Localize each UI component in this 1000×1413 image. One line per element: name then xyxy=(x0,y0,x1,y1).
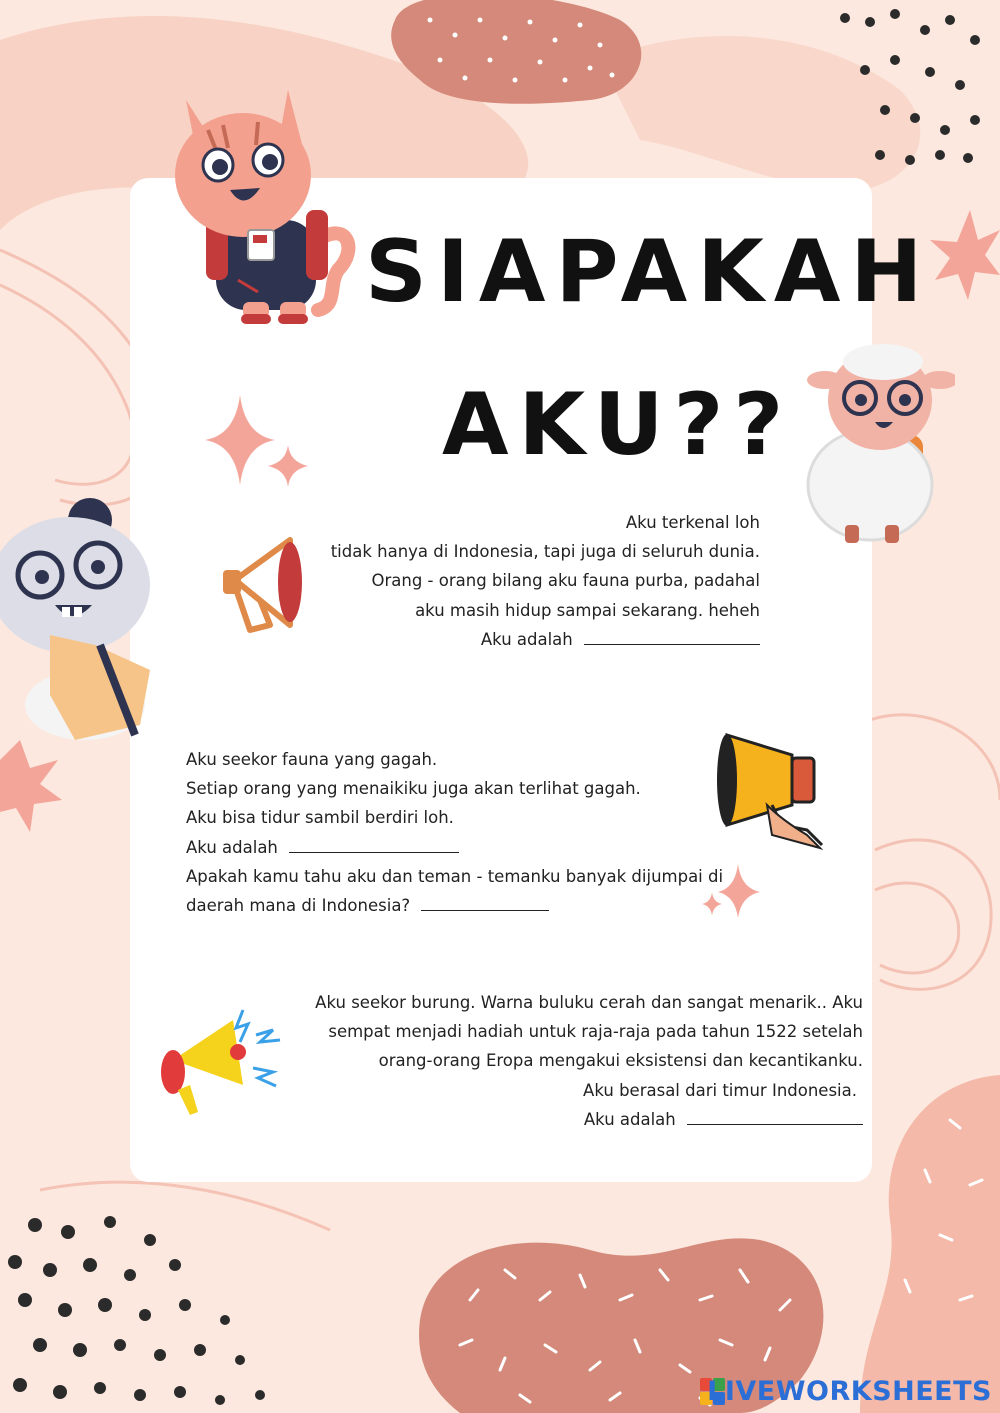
riddle-3-line: sempat menjadi hadiah untuk raja-raja pada tahun 1522 setelah xyxy=(328,1022,863,1042)
megaphone-icon xyxy=(712,720,827,850)
riddle-2-answer-row xyxy=(186,833,723,862)
answer-label: Aku adalah xyxy=(186,837,278,857)
riddle-3-line: Aku berasal dari timur Indonesia. xyxy=(583,1080,857,1100)
answer-blank[interactable] xyxy=(289,834,459,853)
region-answer-blank[interactable] xyxy=(421,892,549,911)
riddle-1-line: Aku terkenal loh xyxy=(625,513,760,532)
riddle-2-question-line: Apakah kamu tahu aku dan teman - temanku banyak dijumpai di xyxy=(186,866,724,886)
answer-label: Aku adalah xyxy=(480,629,573,649)
megaphone-icon xyxy=(215,530,305,640)
answer-blank[interactable] xyxy=(584,626,760,645)
page-title-line2: AKU?? xyxy=(442,375,794,475)
riddle-3-line: orang-orang Eropa mengakui eksistensi dan kecantikanku. xyxy=(378,1051,863,1071)
riddle-2 xyxy=(186,745,723,920)
riddle-1-answer-row xyxy=(331,625,760,654)
riddle-2-line: Aku bisa tidur sambil berdiri loh. xyxy=(186,808,454,828)
sheep-mascot-icon xyxy=(805,340,955,550)
sparkle-icon xyxy=(200,390,312,490)
riddle-1-line: tidak hanya di Indonesia, tapi juga di seluruh dunia. xyxy=(330,542,760,562)
riddle-1-line: aku masih hidup sampai sekarang. heheh xyxy=(415,600,760,620)
riddle-1 xyxy=(331,508,760,654)
riddle-3-line: Aku seekor burung. Warna buluku cerah dan sangat menarik.. Aku xyxy=(315,993,863,1012)
riddle-2-line: Setiap orang yang menaikiku juga akan terlihat gagah. xyxy=(186,779,641,799)
riddle-2-question-row xyxy=(186,891,723,920)
riddle-2-line: Aku seekor fauna yang gagah. xyxy=(186,750,438,769)
watermark: LIVEWORKSHEETS xyxy=(707,1376,992,1407)
riddle-3-answer-row xyxy=(315,1105,863,1134)
cat-mascot-icon xyxy=(168,70,358,335)
riddle-3 xyxy=(315,988,863,1134)
mouse-mascot-icon xyxy=(0,495,170,750)
question-label: daerah mana di Indonesia? xyxy=(186,896,411,916)
riddle-1-line: Orang - orang bilang aku fauna purba, padahal xyxy=(371,571,760,591)
answer-label: Aku adalah xyxy=(583,1109,676,1129)
answer-blank[interactable] xyxy=(687,1106,863,1125)
megaphone-icon xyxy=(148,990,283,1120)
page-title-line1: SIAPAKAH xyxy=(365,222,933,322)
